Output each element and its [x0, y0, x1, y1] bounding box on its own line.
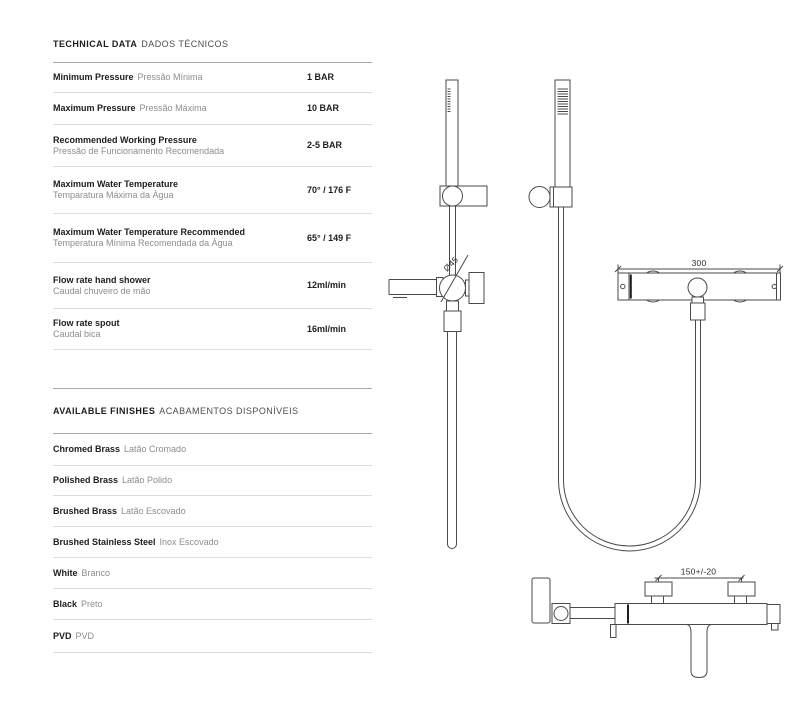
available-finishes-title-pt: ACABAMENTOS DISPONÍVEIS [159, 406, 299, 416]
row-label-pt: Temperatura Mínima Recomendada da Água [53, 238, 233, 248]
outlet-neck [692, 297, 704, 303]
dim-valve-diameter-label: Ø45 [441, 254, 461, 274]
holder-knob-top [554, 607, 568, 621]
finish-label-en: Polished Brass [53, 475, 119, 485]
row-label-pt: Caudal chuveiro de mão [53, 285, 151, 296]
technical-data-title-pt: DADOS TÉCNICOS [141, 39, 229, 49]
left-flange-neck [652, 596, 664, 604]
hose-loop-inner [564, 207, 696, 546]
holder-arm [570, 608, 615, 619]
valve-handle [469, 273, 484, 304]
outlet-nut [691, 303, 706, 320]
row-label-en: Maximum Pressure [53, 103, 136, 113]
row-value: 1 BAR [307, 72, 335, 82]
spout-tube [389, 280, 437, 298]
hose-loop-outer [559, 207, 701, 551]
row-value: 16ml/min [307, 323, 347, 334]
hand-shower-profile [532, 578, 550, 623]
right-flange-neck [735, 596, 747, 604]
finish-label-pt: Latão Polido [122, 475, 173, 485]
technical-data-title-en: TECHNICAL DATA [53, 39, 138, 49]
finish-label-pt: Latão Cromado [124, 444, 187, 454]
finish-label-pt: PVD [75, 630, 95, 641]
dim-bar-width-label: 300 [691, 258, 707, 268]
hose-fitting-upper [447, 301, 459, 311]
tub-spout [687, 625, 712, 678]
finish-label-en: White [53, 567, 78, 578]
row-label-pt: Caudal bica [53, 329, 101, 339]
hose-fitting-lower [444, 311, 461, 332]
row-label-pt: Temparatura Máxima da Água [53, 190, 174, 200]
shower-column-drawing [389, 80, 487, 549]
mixer-body-top [615, 604, 767, 625]
row-value: 65° / 149 F [307, 232, 352, 243]
finish-label-en: Chromed Brass [53, 444, 121, 454]
finish-label-en: Brushed Brass [53, 505, 118, 516]
finish-label-en: Black [53, 598, 78, 609]
row-label-en: Maximum Water Temperature [53, 179, 179, 189]
hand-shower-handle-side [446, 80, 458, 186]
row-value: 12ml/min [307, 280, 347, 290]
bar-mixer-front-drawing [529, 80, 783, 551]
right-wall-flange [728, 582, 755, 596]
finish-label-pt: Branco [81, 567, 111, 578]
row-value: 10 BAR [307, 103, 340, 113]
right-end-cap [767, 605, 780, 624]
diverter-pull [611, 625, 617, 638]
hose-straight [448, 332, 457, 549]
row-value: 70° / 176 F [307, 184, 352, 195]
finish-label-pt: Preto [81, 598, 103, 609]
row-label-pt: Pressão Mínima [137, 72, 203, 82]
row-label-en: Flow rate hand shower [53, 274, 151, 285]
row-label-en: Flow rate spout [53, 318, 120, 328]
row-label-pt: Pressão de Funcionamento Recomendada [53, 145, 225, 156]
valve-neck [466, 280, 470, 296]
finish-label-en: Brushed Stainless Steel [53, 536, 156, 547]
bath-mixer-top-drawing [532, 567, 780, 678]
hose-outlet [688, 278, 707, 297]
row-label-en: Recommended Working Pressure [53, 134, 197, 145]
available-finishes-title-en: AVAILABLE FINISHES [53, 406, 156, 416]
left-wall-flange [645, 582, 672, 596]
row-label-en: Minimum Pressure [53, 72, 134, 82]
check-valve-stub [772, 624, 779, 631]
slider-knob [443, 186, 463, 206]
finish-label-pt: Latão Escovado [121, 505, 186, 516]
dim-wall-centers-label: 150+/-20 [680, 566, 717, 577]
finish-label-pt: Inox Escovado [159, 536, 219, 547]
holder-knob [529, 187, 550, 208]
row-label-en: Maximum Water Temperature Recommended [53, 227, 246, 237]
row-label-pt: Pressão Máxima [139, 103, 207, 113]
finish-label-en: PVD [53, 630, 72, 641]
row-value: 2-5 BAR [307, 140, 343, 150]
